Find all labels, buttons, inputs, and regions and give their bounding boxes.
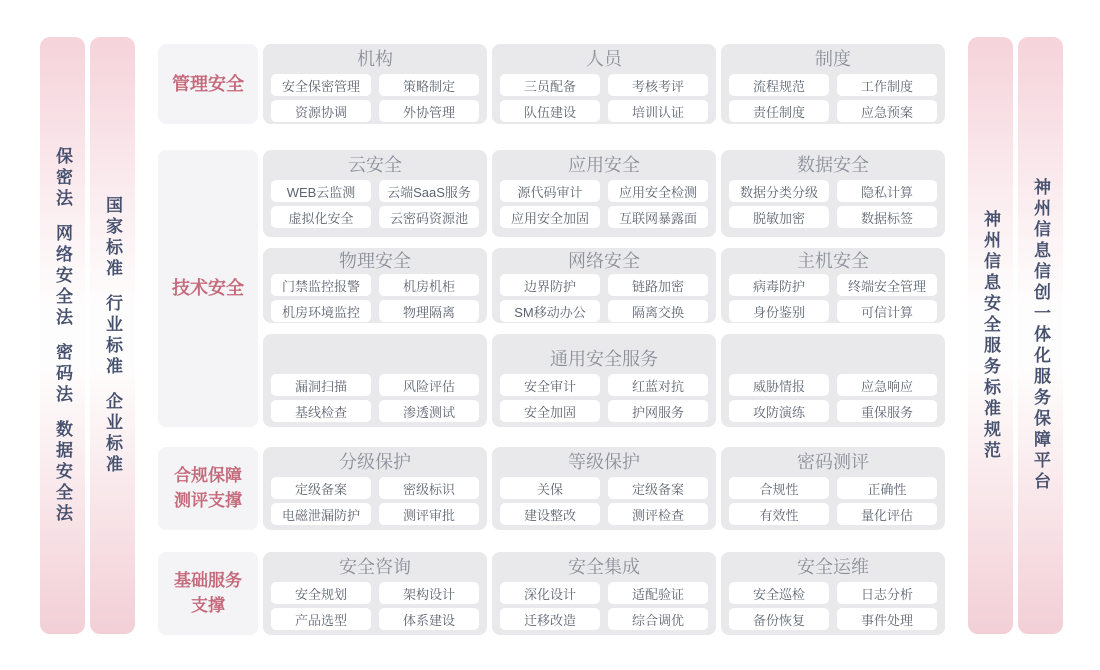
sidebar-vertical-text — [982, 210, 999, 462]
group-title: 分级保护 — [339, 452, 411, 472]
service-chip-grid — [500, 374, 708, 422]
service-chip: 风险评估 — [379, 374, 479, 396]
sidebar-label-item: 神州信息安全服务标准规范 — [981, 209, 1000, 462]
group-title: 物理安全 — [339, 251, 411, 271]
section-label — [158, 44, 258, 124]
group-title: 通用安全服务 — [550, 349, 658, 369]
service-chip-grid — [500, 180, 708, 228]
service-chip: 密级标识 — [379, 477, 479, 499]
section-management-security — [158, 44, 945, 124]
service-chip: 电磁泄漏防护 — [271, 503, 371, 525]
service-chip-grid — [500, 477, 708, 525]
service-chip: 三员配备 — [500, 74, 600, 96]
service-chip: 安全巡检 — [729, 582, 829, 604]
service-chip: 渗透测试 — [379, 400, 479, 422]
section-label-line: 支撑 — [191, 595, 225, 615]
group-title: 安全咨询 — [339, 557, 411, 577]
sidebar-vertical-text — [1032, 178, 1049, 493]
section-groups — [263, 447, 945, 530]
service-chip: 合规性 — [729, 477, 829, 499]
service-chip: 可信计算 — [837, 300, 937, 322]
section-groups — [263, 44, 945, 124]
service-chip: 安全保密管理 — [271, 74, 371, 96]
service-chip: 病毒防护 — [729, 274, 829, 296]
group-panel — [721, 44, 945, 124]
laws-sidebar — [40, 37, 85, 634]
group-panel — [263, 44, 487, 124]
group-title: 安全集成 — [568, 557, 640, 577]
service-chip: 考核考评 — [608, 74, 708, 96]
group-title: 密码测评 — [797, 452, 869, 472]
service-chip: 链路加密 — [608, 274, 708, 296]
service-chip-grid — [729, 180, 937, 228]
group-title: 网络安全 — [568, 251, 640, 271]
service-chip: 深化设计 — [500, 582, 600, 604]
service-chip: 建设整改 — [500, 503, 600, 525]
group-title — [729, 344, 937, 374]
service-chip: 重保服务 — [837, 400, 937, 422]
group-title: 机构 — [357, 49, 393, 69]
service-chip: 架构设计 — [379, 582, 479, 604]
service-chip: 应用安全检测 — [608, 180, 708, 202]
sidebar-label-item: 密码法 — [53, 342, 72, 406]
standards-sidebar — [90, 37, 135, 634]
service-chip: WEB云监测 — [271, 180, 371, 202]
group-panel — [263, 150, 487, 237]
service-chip: 培训认证 — [608, 100, 708, 122]
sidebar-vertical-text — [104, 196, 121, 476]
section-label-line: 测评支撑 — [174, 490, 242, 510]
group-panel — [492, 248, 716, 323]
service-chip-grid — [729, 582, 937, 630]
service-chip-grid — [271, 477, 479, 525]
sidebar-vertical-text — [54, 147, 71, 525]
diagram-main — [158, 0, 945, 670]
group-panel — [263, 552, 487, 635]
group-panel — [492, 44, 716, 124]
service-chip-grid — [729, 74, 937, 122]
service-chip-grid — [729, 274, 937, 322]
service-chip: 适配验证 — [608, 582, 708, 604]
group-title: 等级保护 — [568, 452, 640, 472]
service-chip: 源代码审计 — [500, 180, 600, 202]
section-label-line: 合规保障 — [174, 465, 242, 485]
service-chip: 外协管理 — [379, 100, 479, 122]
service-chip: 数据分类分级 — [729, 180, 829, 202]
section-label — [158, 552, 258, 635]
section-row — [263, 334, 945, 427]
group-panel — [492, 150, 716, 237]
service-chip: 定级备案 — [608, 477, 708, 499]
service-chip: 护网服务 — [608, 400, 708, 422]
sidebar-label-item: 保密法 — [53, 146, 72, 210]
group-panel — [721, 334, 945, 427]
service-chip: 物理隔离 — [379, 300, 479, 322]
group-panel — [721, 248, 945, 323]
sidebar-label-item: 神州信息信创一体化服务保障平台 — [1031, 178, 1050, 493]
service-chip: 资源协调 — [271, 100, 371, 122]
group-panel — [721, 150, 945, 237]
service-chip: 基线检查 — [271, 400, 371, 422]
service-chip: 定级备案 — [271, 477, 371, 499]
sidebar-label-item: 网络安全法 — [53, 223, 72, 329]
sidebar-label-item: 国家标准 — [103, 195, 122, 280]
service-chip: 队伍建设 — [500, 100, 600, 122]
section-label-line: 管理安全 — [172, 73, 244, 94]
section-basic-service-support — [158, 552, 945, 635]
service-chip: 门禁监控报警 — [271, 274, 371, 296]
group-panel — [492, 447, 716, 530]
service-chip: 关保 — [500, 477, 600, 499]
section-label — [158, 150, 258, 427]
service-chip: 应急响应 — [837, 374, 937, 396]
group-title: 数据安全 — [797, 155, 869, 175]
service-chip: 有效性 — [729, 503, 829, 525]
service-chip: 隔离交换 — [608, 300, 708, 322]
service-chip: 量化评估 — [837, 503, 937, 525]
group-title: 人员 — [586, 49, 622, 69]
sidebar-label-item: 数据安全法 — [53, 419, 72, 525]
service-chip: 漏洞扫描 — [271, 374, 371, 396]
service-chip: 红蓝对抗 — [608, 374, 708, 396]
service-chip: 产品选型 — [271, 608, 371, 630]
service-chip: 备份恢复 — [729, 608, 829, 630]
service-chip: 攻防演练 — [729, 400, 829, 422]
service-chip: 综合调优 — [608, 608, 708, 630]
group-title: 应用安全 — [568, 155, 640, 175]
section-groups — [263, 552, 945, 635]
service-chip: 安全审计 — [500, 374, 600, 396]
group-title: 安全运维 — [797, 557, 869, 577]
service-chip: 终端安全管理 — [837, 274, 937, 296]
service-chip: 云端SaaS服务 — [379, 180, 479, 202]
section-row — [263, 248, 945, 323]
service-chip-grid — [271, 74, 479, 122]
service-chip-grid — [271, 180, 479, 228]
service-chip: 测评审批 — [379, 503, 479, 525]
service-chip-grid — [500, 74, 708, 122]
service-chip: 迁移改造 — [500, 608, 600, 630]
group-title: 云安全 — [348, 155, 402, 175]
group-title: 制度 — [815, 49, 851, 69]
service-chip: 安全加固 — [500, 400, 600, 422]
service-chip: 体系建设 — [379, 608, 479, 630]
service-chip-grid — [271, 374, 479, 422]
service-chip: 数据标签 — [837, 206, 937, 228]
service-chip-grid — [500, 582, 708, 630]
service-chip: 日志分析 — [837, 582, 937, 604]
service-chip: 工作制度 — [837, 74, 937, 96]
service-chip: 策略制定 — [379, 74, 479, 96]
section-row — [263, 150, 945, 237]
service-chip: SM移动办公 — [500, 300, 600, 322]
service-chip: 机房机柜 — [379, 274, 479, 296]
service-standard-sidebar — [968, 37, 1013, 634]
service-chip-grid — [500, 274, 708, 322]
section-rows — [263, 150, 945, 427]
service-chip: 脱敏加密 — [729, 206, 829, 228]
group-panel — [263, 248, 487, 323]
group-panel — [492, 552, 716, 635]
section-label-line: 技术安全 — [172, 278, 244, 299]
section-technical-security — [158, 150, 945, 427]
service-chip-grid — [271, 582, 479, 630]
service-chip: 身份鉴别 — [729, 300, 829, 322]
service-chip-grid — [729, 374, 937, 422]
sidebar-label-item: 企业标准 — [103, 391, 122, 476]
service-chip-grid — [271, 274, 479, 322]
service-chip: 事件处理 — [837, 608, 937, 630]
group-title — [271, 344, 479, 374]
service-chip: 虚拟化安全 — [271, 206, 371, 228]
service-chip: 互联网暴露面 — [608, 206, 708, 228]
service-chip: 流程规范 — [729, 74, 829, 96]
service-chip: 应用安全加固 — [500, 206, 600, 228]
service-chip: 责任制度 — [729, 100, 829, 122]
service-chip: 云密码资源池 — [379, 206, 479, 228]
platform-sidebar — [1018, 37, 1063, 634]
group-panel — [263, 447, 487, 530]
sidebar-label-item: 行业标准 — [103, 293, 122, 378]
service-chip: 隐私计算 — [837, 180, 937, 202]
group-title: 主机安全 — [797, 251, 869, 271]
section-compliance-evaluation-support — [158, 447, 945, 530]
service-chip: 边界防护 — [500, 274, 600, 296]
service-chip: 机房环境监控 — [271, 300, 371, 322]
group-panel — [492, 334, 716, 427]
section-label-line: 基础服务 — [174, 570, 242, 590]
service-chip: 安全规划 — [271, 582, 371, 604]
section-label — [158, 447, 258, 530]
service-chip: 威胁情报 — [729, 374, 829, 396]
service-chip: 测评检查 — [608, 503, 708, 525]
service-chip: 正确性 — [837, 477, 937, 499]
group-panel — [721, 552, 945, 635]
service-chip: 应急预案 — [837, 100, 937, 122]
service-chip-grid — [729, 477, 937, 525]
group-panel — [721, 447, 945, 530]
group-panel — [263, 334, 487, 427]
